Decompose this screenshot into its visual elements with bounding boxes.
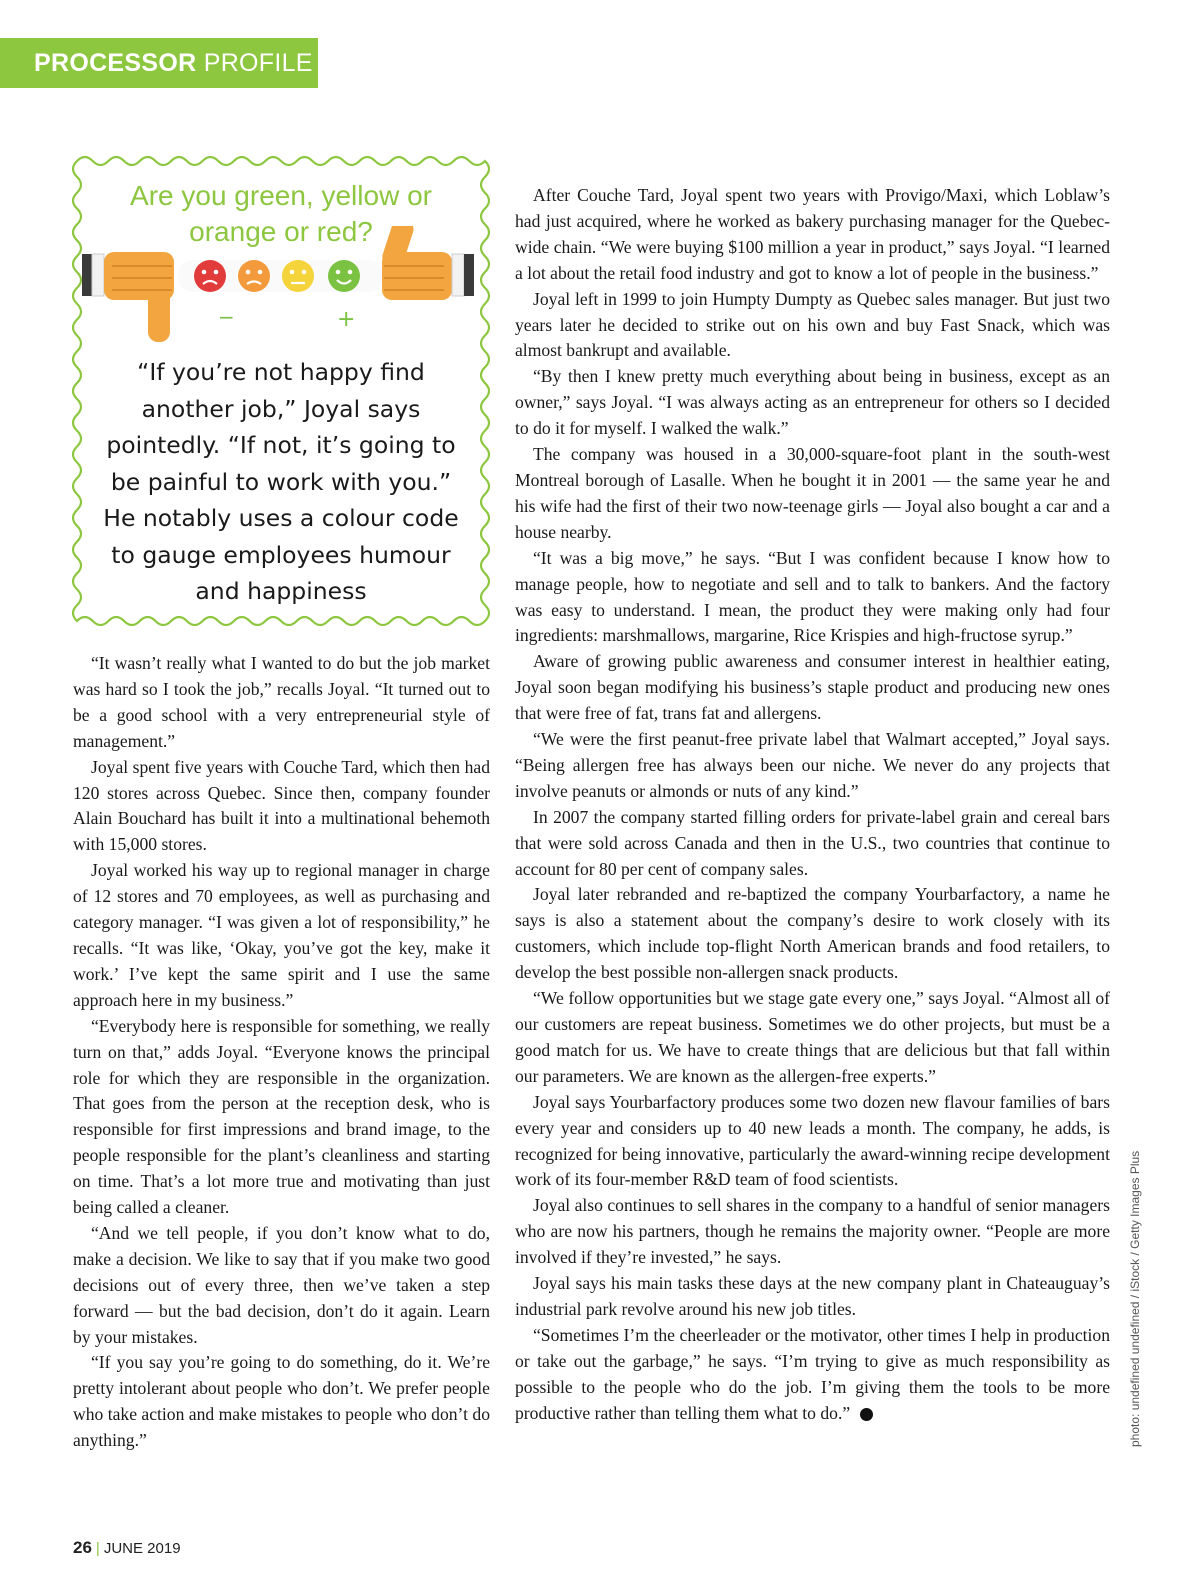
paragraph: The company was housed in a 30,000-square-foot plant in the south-west Montreal borough of Lasalle. When he bought it in 2001 — the same year he and his wife had the first of their two now-teenage girls — Joyal also bought a car and a house nearby. [515, 444, 1110, 542]
paragraph: Joyal worked his way up to regional manager in charge of 12 stores and 70 employees, as well as purchasing and category manager. “I was given a lot of responsibility,” he recalls. “It was like, ‘Okay, you’ve got the key, make it work.’ I’ve kept the same spirit and I use the same approach here in my business.” [73, 860, 490, 1010]
neutral-face-icon [282, 260, 314, 292]
paragraph-last-text: “Sometimes I’m the cheerleader or the motivator, other times I help in production or take out the garbage,” he says. “I’m trying to give as much responsibility as possible to the people who do the job. I’m giving them the tools to be more productive rather than telling them what to do.” [515, 1324, 1110, 1423]
apple-endmark-icon [860, 1408, 873, 1421]
paragraph: “We follow opportunities but we stage gate every one,” says Joyal. “Almost all of our customers are repeat business. Sometimes we do other projects, but must be a good match for us. We have to create things that are delicious but that fall within our parameters. We are known as the allergen-free experts.” [515, 988, 1110, 1086]
paragraph: “By then I knew pretty much everything about being in business, except as an owner,” says Joyal. “I was always acting as an entrepreneur for others so I decided to do it for myself. I walked the walk.” [515, 366, 1110, 439]
article-column-right [515, 183, 1110, 1427]
paragraph: “And we tell people, if you don’t know what to do, make a decision. We like to say that if you make two good decisions out of every three, then we’ve taken a step forward — but the bad decision, don’t do it again. Learn by your mistakes. [73, 1222, 490, 1347]
paragraph: Aware of growing public awareness and consumer interest in healthier eating, Joyal soon began modifying his business’s staple product and producing new ones that were free of fat, trans fat and allergens. [515, 651, 1110, 724]
sad-face-icon [238, 260, 270, 292]
paragraph-last [515, 1323, 1110, 1427]
paragraph: Joyal says Yourbarfactory produces some two dozen new flavour families of bars every year and considers up to 40 new leads a month. The company, he adds, is recognized for being innovative, particularly the award-winning recipe development work of its four-member R&D team of food scientists. [515, 1091, 1110, 1190]
callout-question: Are you green, yellow or orange or red? [130, 180, 432, 247]
left-sleeve [92, 254, 104, 296]
angry-face-icon [194, 260, 226, 292]
right-sleeve [452, 254, 464, 296]
paragraph: “If you say you’re going to do something, do it. We’re pretty intolerant about people who don’t. We prefer people who take action and make mistakes to people who don’t do anything.” [73, 1352, 490, 1451]
pull-quote: “If you’re not happy find another job,” Joyal says pointedly. “If not, it’s going to be painful to work with you.” He notably uses a colour code to gauge employees humour and happiness [103, 358, 459, 605]
left-cuff [82, 254, 92, 296]
happy-face-icon [328, 260, 360, 292]
paragraph: Joyal left in 1999 to join Humpty Dumpty as Quebec sales manager. But just two years later he decided to strike out on his own and buy Fast Snack, which was almost bankrupt and available. [515, 288, 1110, 361]
paragraph: After Couche Tard, Joyal spent two years with Provigo/Maxi, which Loblaw’s had just acquired, where he worked as bakery purchasing manager for the Quebec-wide chain. “We were buying $100 million a year in product,” says Joyal. “I learned a lot about the retail food industry and got to know a lot of people in the business.” [515, 185, 1110, 283]
section-label-bold: PROCESSOR [34, 49, 197, 77]
mood-meter-illustration [82, 226, 482, 346]
article-column-left [73, 651, 490, 1454]
callout-box [72, 156, 490, 626]
thumbs-up-icon [380, 226, 452, 300]
paragraph: “Everybody here is responsible for something, we really turn on that,” adds Joyal. “Everyone knows the principal role for which they are responsible in the organization. That goes from the person at the reception desk, who is responsible for first impressions and brand image, to the people responsible for the plant’s cleanliness and starting on time. That’s a lot more true and motivating than just being called a cleaner. [73, 1015, 490, 1218]
paragraph: Joyal spent five years with Couche Tard, which then had 120 stores across Quebec. Since then, company founder Alain Bouchard has built it into a multinational behemoth with 15,000 stores. [73, 756, 490, 855]
paragraph: “It was a big move,” he says. “But I was confident because I know how to manage people, how to negotiate and sell and to talk to bankers. And the factory was easy to understand. I mean, the product they were making only had four ingredients: marshmallows, margarine, Rice Krispies and high-fructose syrup.” [515, 547, 1110, 646]
page-number: 26 [73, 1538, 92, 1557]
footer-separator: | [95, 1540, 100, 1557]
paragraph: “We were the first peanut-free private label that Walmart accepted,” Joyal says. “Being allergen free has always been our niche. We never do any projects that involve peanuts or almonds or nuts of any kind.” [515, 729, 1110, 801]
paragraph: Joyal later rebranded and re-baptized the company Yourbarfactory, a name he says is also a statement about the company’s desire to work closely with its customers, which include top-flight North American brands and food retailers, to develop the best possible non-allergen snack products. [515, 884, 1110, 983]
photo-credit: photo: undefined undefined / iStock / Getty Images Plus [1128, 1150, 1142, 1447]
plus-sign: + [337, 307, 356, 332]
minus-sign: − [218, 305, 235, 329]
paragraph: Joyal also continues to sell shares in the company to a handful of senior managers who are now his partners, though he remains the majority owner. “People are more involved if they’re invested,” he says. [515, 1195, 1110, 1268]
section-label-light: PROFILE [196, 49, 313, 77]
paragraph: Joyal says his main tasks these days at the new company plant in Chateauguay’s industrial park revolve around his new job titles. [515, 1273, 1110, 1319]
section-label [0, 38, 318, 88]
right-cuff [464, 254, 474, 296]
paragraph: “It wasn’t really what I wanted to do but the job market was hard so I took the job,” recalls Joyal. “It turned out to be a good school with a very entrepreneurial style of management.” [73, 653, 490, 751]
issue-date: JUNE 2019 [103, 1540, 181, 1557]
paragraph: In 2007 the company started filling orders for private-label grain and cereal bars that were sold across Canada and then in the U.S., two countries that continue to account for 80 per cent of company sales. [515, 806, 1110, 879]
page-footer [73, 1538, 181, 1558]
thumbs-down-icon [104, 252, 174, 342]
